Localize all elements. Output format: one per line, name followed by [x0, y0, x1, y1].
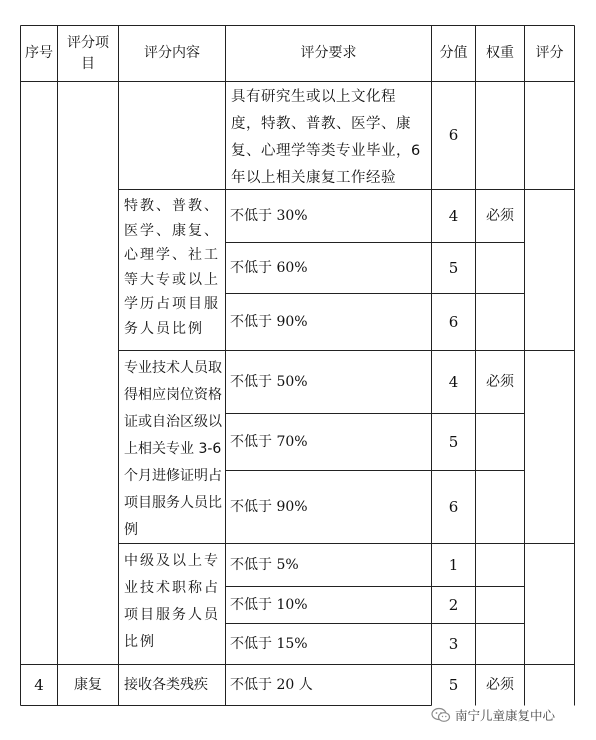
- value-cell: 5: [448, 675, 459, 694]
- weight-cell: 必须: [486, 676, 514, 693]
- value-cell: 1: [448, 555, 459, 574]
- value-cell: 5: [448, 258, 459, 277]
- value-cell: 6: [448, 312, 459, 331]
- header-requirement: 评分要求: [300, 45, 357, 62]
- value-cell: 5: [448, 432, 459, 451]
- content-cell: 专业技术人员取得相应岗位资格证或自治区级以上相关专业 3-6 个月进修证明占项目服务人员比例: [124, 360, 222, 538]
- header-item: 评分项目: [67, 35, 109, 72]
- header-weight: 权重: [486, 45, 514, 62]
- requirement-cell: 不低于 10%: [230, 596, 308, 613]
- value-cell: 6: [448, 497, 459, 516]
- watermark-label: 南宁儿童康复中心: [455, 708, 556, 723]
- watermark: [431, 703, 583, 727]
- item-cell: 康复: [74, 676, 102, 693]
- requirement-cell: 不低于 50%: [230, 373, 308, 390]
- requirement-cell: 不低于 90%: [230, 313, 308, 330]
- requirement-cell: 不低于 70%: [230, 433, 308, 450]
- requirement-cell: 不低于 30%: [230, 207, 308, 224]
- requirement-cell: 具有研究生或以上文化程度，特教、普教、医学、康复、心理学等类专业毕业，6年以上相关康复工作经验: [231, 89, 421, 186]
- value-cell: 2: [448, 595, 459, 614]
- content-cell: 特教、普教、医学、康复、心理学、社工等大专或以上学历占项目服务人员比例: [124, 198, 220, 337]
- value-cell: 3: [448, 634, 459, 653]
- header-value: 分值: [439, 45, 468, 62]
- header-score: 评分: [535, 45, 564, 62]
- value-cell: 4: [448, 372, 459, 391]
- weight-cell: 必须: [486, 207, 514, 224]
- content-cell: 中级及以上专业技术职称占项目服务人员比例: [124, 553, 220, 650]
- requirement-cell: 不低于 60%: [230, 259, 308, 276]
- requirement-cell: 不低于 5%: [230, 556, 299, 573]
- content-cell: 接收各类残疾: [124, 676, 208, 693]
- value-cell: 4: [448, 206, 459, 225]
- seq-cell: 4: [34, 675, 44, 694]
- requirement-cell: 不低于 15%: [230, 635, 308, 652]
- value-cell: 6: [448, 126, 459, 145]
- weight-cell: 必须: [486, 373, 514, 390]
- header-content: 评分内容: [144, 45, 200, 62]
- wechat-icon: [431, 707, 451, 723]
- requirement-cell: 不低于 90%: [230, 498, 308, 515]
- requirement-cell: 不低于 20 人: [230, 676, 313, 693]
- header-seq: 序号: [25, 45, 53, 62]
